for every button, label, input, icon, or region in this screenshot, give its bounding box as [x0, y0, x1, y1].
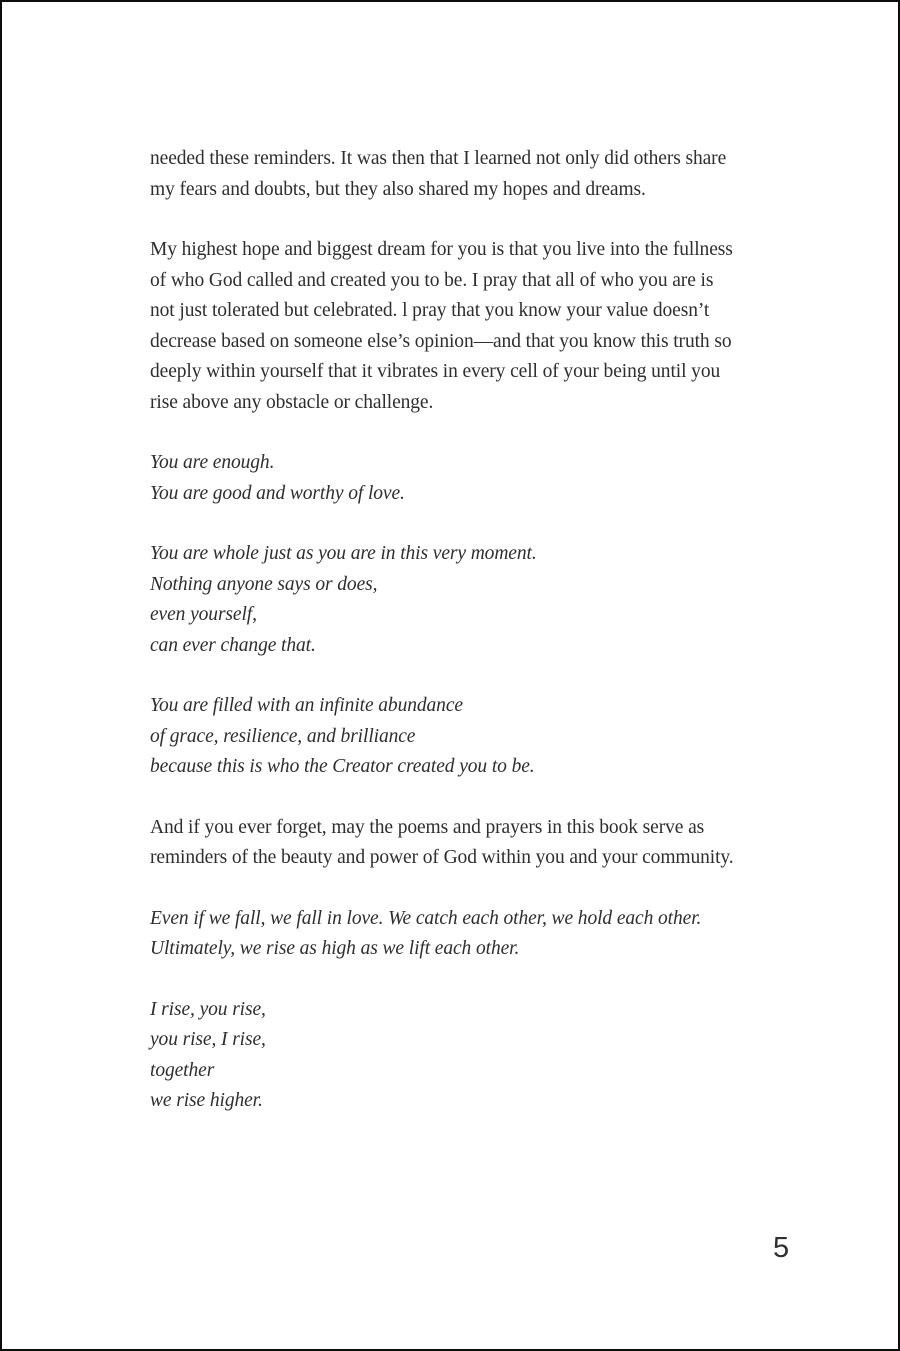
paragraph [150, 235, 815, 418]
paragraph [150, 813, 815, 874]
text-line: of who God called and created you to be. I pray that all of who you are is [150, 269, 714, 291]
text-line: needed these reminders. It was then that I learned not only did others share [150, 148, 727, 169]
stanza [150, 995, 815, 1117]
text-line: deeply within yourself that it vibrates in every cell of your being until you [150, 361, 721, 382]
text-line: of grace, resilience, and brilliance [150, 725, 416, 747]
text-line: You are filled with an infinite abundance [150, 695, 463, 716]
text-line: you rise, I rise, [150, 1029, 266, 1050]
stanza [150, 691, 815, 783]
paragraph [150, 144, 815, 205]
text-line: And if you ever forget, may the poems and prayers in this book serve as [150, 816, 705, 838]
stanza [150, 904, 815, 965]
text-line: even yourself, [150, 604, 257, 625]
text-line: because this is who the Creator created you to be. [150, 756, 535, 777]
stanza [150, 539, 815, 661]
text-line: not just tolerated but celebrated. l pray that you know your value doesn’t [150, 300, 710, 321]
page-number: 5 [773, 1232, 790, 1264]
page-text [150, 144, 815, 1117]
text-line: reminders of the beauty and power of God within you and your community. [150, 847, 734, 868]
text-line: My highest hope and biggest dream for you is that you live into the fullness [150, 239, 733, 260]
text-line: You are good and worthy of love. [150, 482, 405, 504]
text-line: rise above any obstacle or challenge. [150, 391, 434, 413]
text-line: I rise, you rise, [150, 998, 266, 1020]
text-line: can ever change that. [150, 634, 316, 656]
text-line: You are whole just as you are in this very moment. [150, 543, 537, 564]
text-line: You are enough. [150, 452, 275, 473]
text-line: my fears and doubts, but they also shared my hopes and dreams. [150, 178, 646, 200]
text-line: we rise higher. [150, 1090, 263, 1111]
text-line: together [150, 1059, 215, 1081]
stanza [150, 448, 815, 509]
text-line: Even if we fall, we fall in love. We catch each other, we hold each other. [150, 907, 702, 929]
text-line: Ultimately, we rise as high as we lift each other. [150, 938, 520, 959]
text-line: Nothing anyone says or does, [150, 573, 378, 595]
text-line: decrease based on someone else’s opinion—and that you know this truth so [150, 330, 732, 352]
